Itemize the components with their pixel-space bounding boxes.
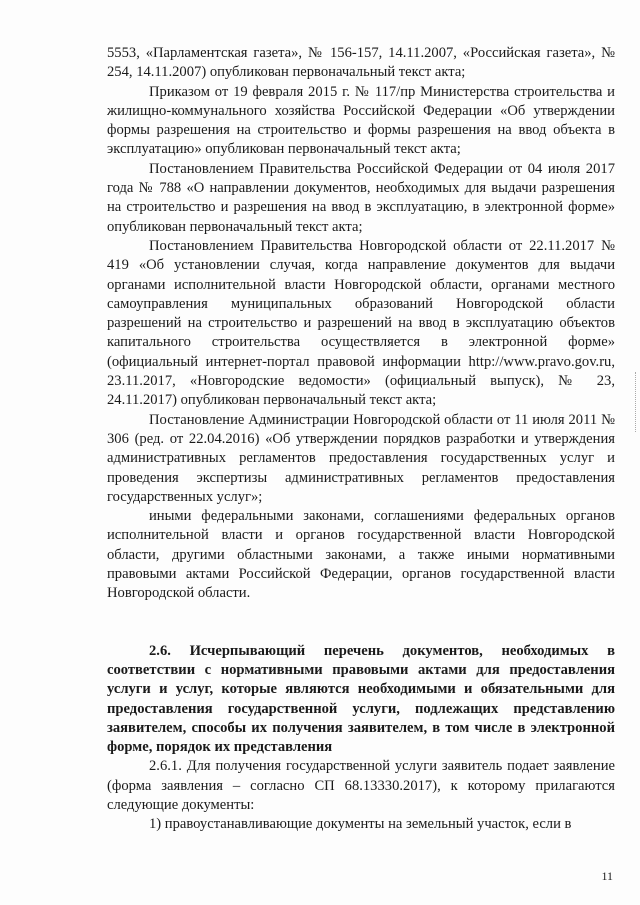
paragraph: Постановление Администрации Новгородской области от 11 июля 2011 № 306 (ред. от 22.04.2016) «Об утверждении порядков разработки и утверждения административных регламентов предоставления государственных услуг и проведения экспертизы административных регламентов предоставления государственных услуг»; (107, 411, 615, 505)
paragraph: 5553, «Парламентская газета», № 156-157, 14.11.2007, «Российская газета», № 254, 14.11.2007) опубликован первоначальный текст акта; (107, 45, 615, 81)
page-number: 11 (601, 869, 613, 883)
document-body (107, 44, 615, 835)
paragraph: Приказом от 19 февраля 2015 г. № 117/пр Министерства строительства и жилищно-коммунального хозяйства Российской Федерации «Об утверждении формы разрешения на строительство и формы разрешения на ввод объекта в эксплуатацию» опубликован первоначальный текст акта; (107, 83, 615, 158)
section-heading: 2.6. Исчерпывающий перечень документов, необходимых в соответствии с нормативными правовыми актами для предоставления услуги и услуг, которые являются необходимыми и обязательными для предоставления государственной услуги, подлежащих представлению заявителем, способы их получения заявителем, в том числе в электронной форме, порядок их представления (107, 642, 615, 756)
paragraph: Постановлением Правительства Российской Федерации от 04 июля 2017 года № 788 «О направлении документов, необходимых для выдачи разрешения на строительство и разрешения на ввод в эксплуатацию, в электронной форме» опубликован первоначальный текст акта; (107, 160, 615, 235)
paragraph: 1) правоустанавливающие документы на земельный участок, если в (149, 816, 572, 833)
paragraph: 2.6.1. Для получения государственной услуги заявитель подает заявление (форма заявления – согласно СП 68.13330.2017), к которому прилагаются следующие документы: (107, 758, 615, 813)
paragraph: Постановлением Правительства Новгородской области от 22.11.2017 № 419 «Об установлении случая, когда направление документов для выдачи органами исполнительной власти Новгородской области, органами местного самоуправления муниципальных образований Новгородской области разрешений на строительство и разрешений на ввод в эксплуатацию объектов капитального строительства осуществляется в электронной форме» (официальный интернет-портал правовой информации http://www.pravo.gov.ru, 23.11.2017, «Новгородские ведомости» (официальный выпуск), № 23, 24.11.2017) опубликован первоначальный текст акта; (107, 237, 615, 409)
scan-edge-mark (635, 372, 638, 432)
paragraph: иными федеральными законами, соглашениями федеральных органов исполнительной власти и органов государственной власти Новгородской области, другими областными законами, а также иными нормативными правовыми актами Российской Федерации, органов государственной власти Новгородской области. (107, 508, 615, 602)
